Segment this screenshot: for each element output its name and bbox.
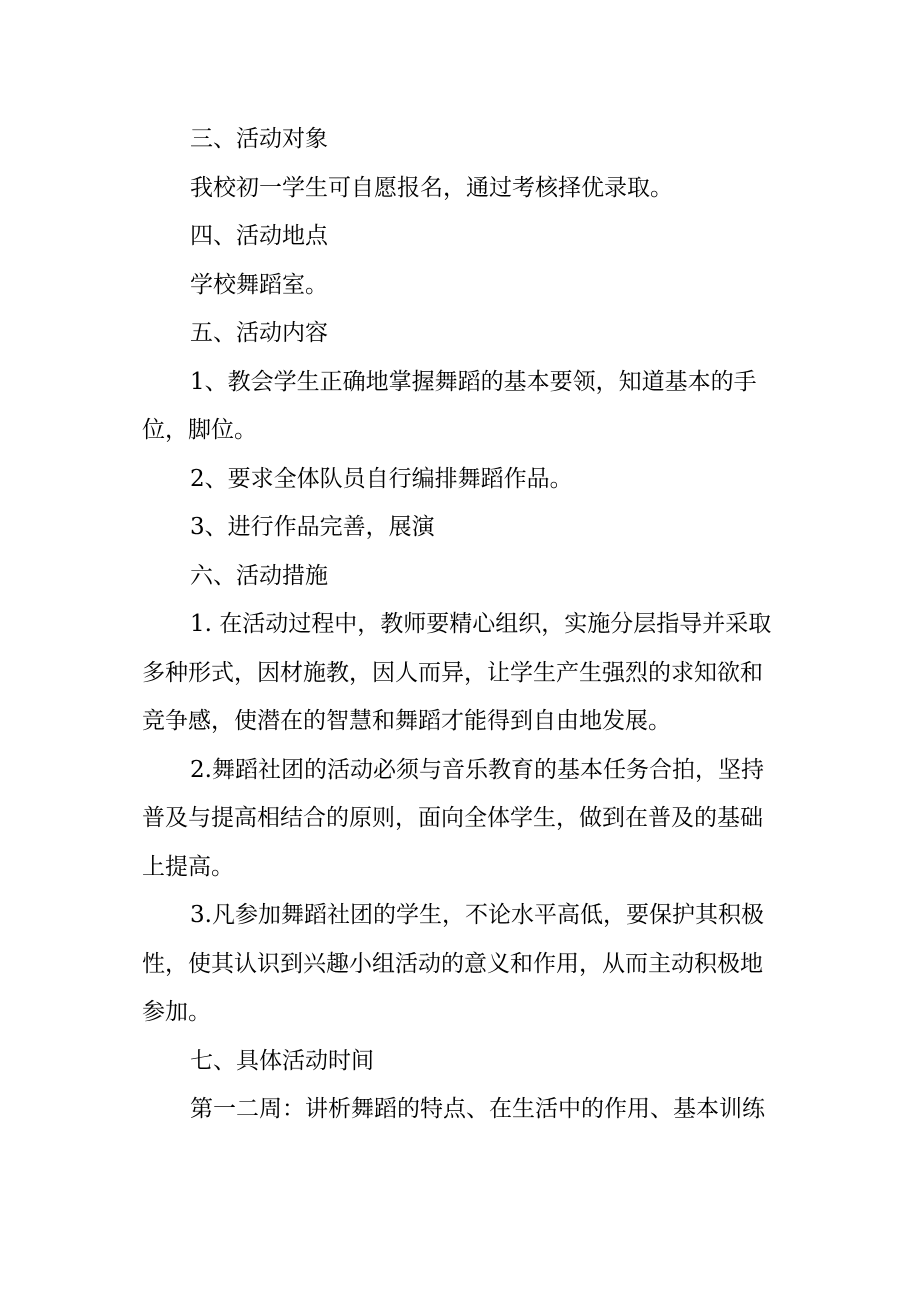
paragraph-schedule-week-1-2: 第一二周：讲析舞蹈的特点、在生活中的作用、基本训练 xyxy=(190,1096,765,1122)
paragraph-activity-target: 我校初一学生可自愿报名，通过考核择优录取。 xyxy=(190,174,673,201)
paragraph-activity-location: 学校舞蹈室。 xyxy=(190,271,328,298)
paragraph-content-item-1: 1、教会学生正确地掌握舞蹈的基本要领，知道基本的手位，脚位。 xyxy=(142,368,757,443)
section-heading-activity-target: 三、活动对象 xyxy=(190,126,328,152)
document-body xyxy=(142,115,782,1134)
paragraph-measure-2: 2.舞蹈社团的活动必须与音乐教育的基本任务合拍，坚持普及与提高相结合的原则，面向全体学生，做到在普及的基础上提高。 xyxy=(142,756,764,880)
section-heading-activity-schedule: 七、具体活动时间 xyxy=(190,1047,374,1074)
section-heading-activity-location: 四、活动地点 xyxy=(190,223,328,249)
paragraph-measure-3: 3.凡参加舞蹈社团的学生，不论水平高低，要保护其积极性，使其认识到兴趣小组活动的意义和作用，从而主动积极地参加。 xyxy=(142,902,764,1025)
paragraph-content-item-2: 2、要求全体队员自行编排舞蹈作品。 xyxy=(190,465,573,492)
paragraph-measure-1: 1. 在活动过程中，教师要精心组织，实施分层指导并采取多种形式，因材施教，因人而异，让学生产生强烈的求知欲和竞争感，使潜在的智慧和舞蹈才能得到自由地发展。 xyxy=(142,611,772,734)
section-heading-activity-content: 五、活动内容 xyxy=(190,320,328,346)
section-heading-activity-measures: 六、活动措施 xyxy=(190,562,328,589)
paragraph-content-item-3: 3、进行作品完善，展演 xyxy=(190,514,435,540)
